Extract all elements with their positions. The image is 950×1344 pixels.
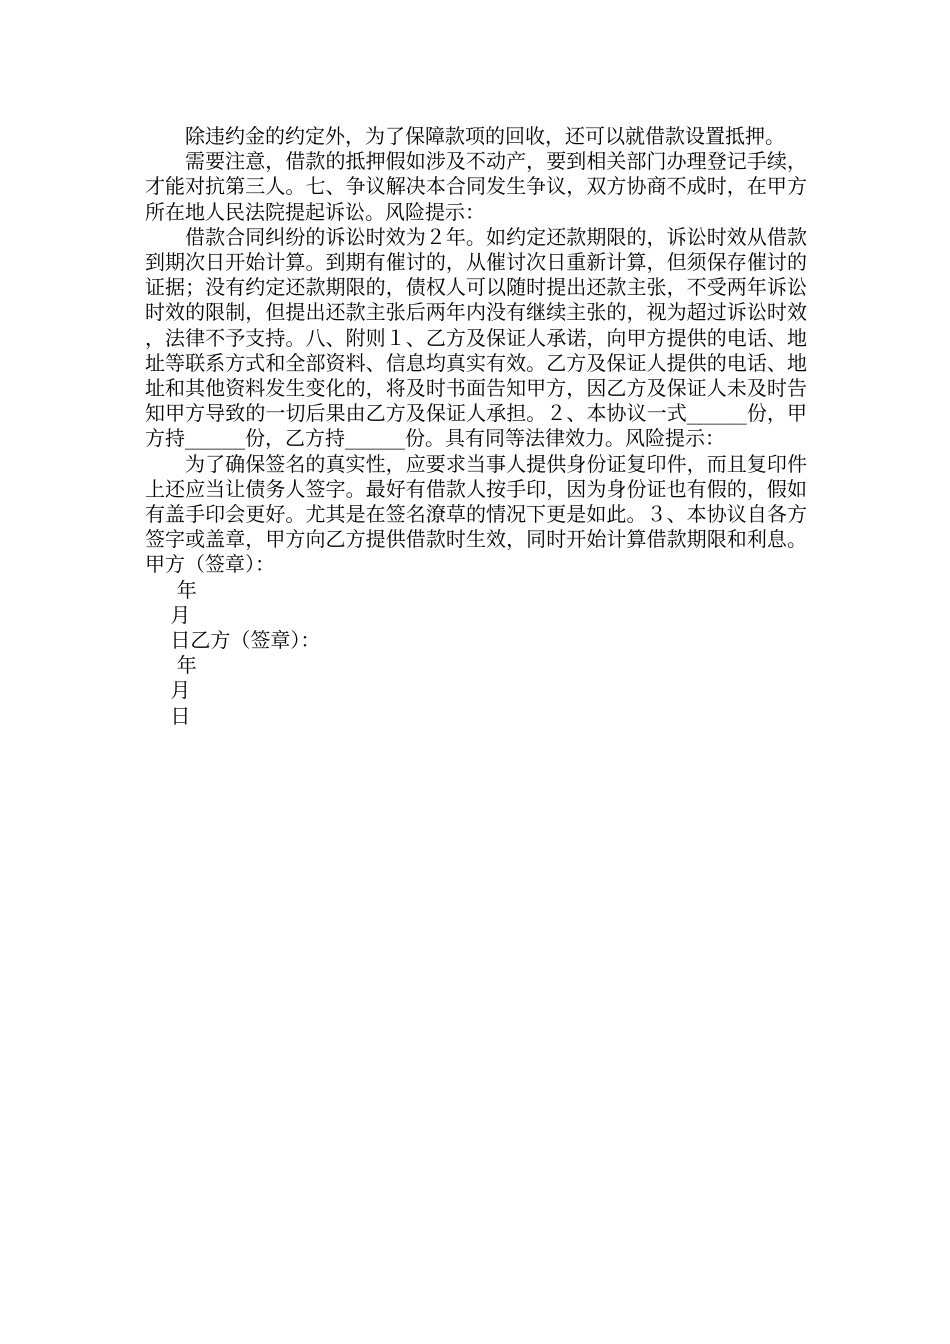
signature-day-party-a-and-party-b: 日乙方（签章）： [145,628,321,653]
signature-month-party-a: 月 [145,602,191,627]
paragraph-dispute-resolution: 需要注意，借款的抵押假如涉及不动产，要到相关部门办理登记手续，才能对抗第三人。七、争议解决本合同发生争议，双方协商不成时，在甲方所在地人民法院提起诉讼。风险提示： [145,149,807,224]
document-body [145,124,807,729]
signature-day-party-b: 日 [145,703,191,728]
paragraph-signature-authenticity: 为了确保签名的真实性，应要求当事人提供身份证复印件，而且复印件上还应当让债务人签字。最好有借款人按手印，因为身份证也有假的，假如有盖手印会更好。尤其是在签名潦草的情况下更是如此。３、本协议自各方签字或盖章，甲方向乙方提供借款时生效，同时开始计算借款期限和利息。甲方（签章）： [145,451,807,577]
signature-year-party-a: 年 [145,577,197,602]
signature-year-party-b: 年 [145,653,197,678]
paragraph-mortgage: 除违约金的约定外，为了保障款项的回收，还可以就借款设置抵押。 [185,124,785,148]
paragraph-limitation-period: 借款合同纠纷的诉讼时效为２年。如约定还款期限的，诉讼时效从借款到期次日开始计算。到期有催讨的，从催讨次日重新计算，但须保存催讨的证据；没有约定还款期限的，债权人可以随时提出还款主张，不受两年诉讼时效的限制，但提出还款主张后两年内没有继续主张的，视为超过诉讼时效，法律不予支持。八、附则１、乙方及保证人承诺，向甲方提供的电话、地址等联系方式和全部资料、信息均真实有效。乙方及保证人提供的电话、地址和其他资料发生变化的，将及时书面告知甲方，因乙方及保证人未及时告知甲方导致的一切后果由乙方及保证人承担。２、本协议一式______份，甲方持______份，乙方持______份。具有同等法律效力。风险提示： [145,224,807,451]
signature-month-party-b: 月 [145,678,191,703]
